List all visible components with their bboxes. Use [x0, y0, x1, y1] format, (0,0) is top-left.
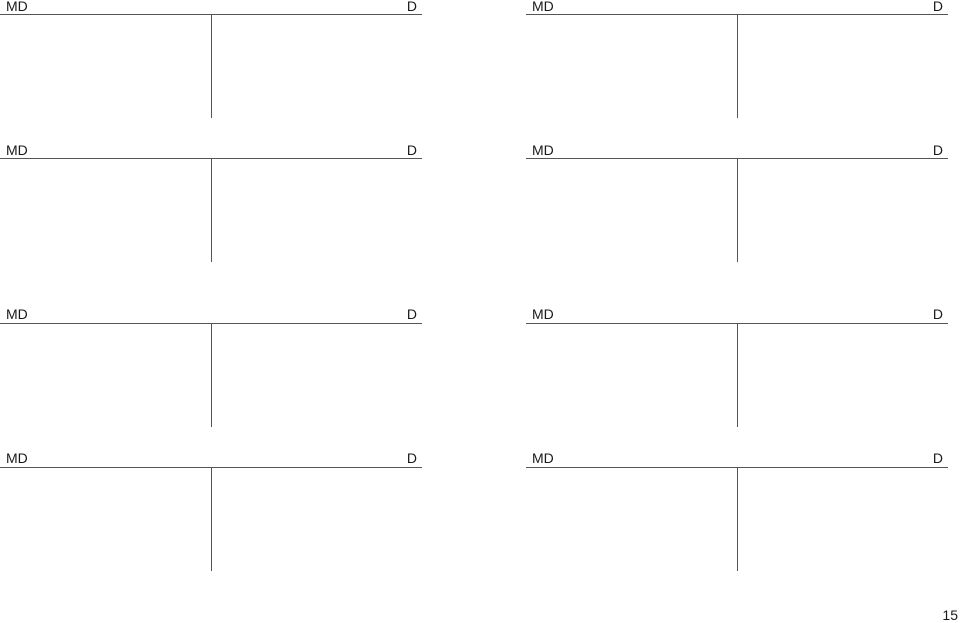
t-account-vertical-line [737, 15, 738, 118]
credit-label: D [406, 142, 417, 158]
page-number: 15 [942, 607, 958, 623]
credit-label: D [406, 306, 417, 322]
debit-label: MD [532, 306, 554, 322]
t-account [0, 143, 422, 263]
t-account-vertical-line [737, 468, 738, 571]
t-account [526, 451, 948, 571]
debit-label: MD [6, 306, 28, 322]
t-account [0, 307, 422, 427]
t-account-vertical-line [211, 159, 212, 262]
t-account [0, 0, 422, 120]
debit-label: MD [6, 142, 28, 158]
credit-label: D [406, 450, 417, 466]
t-account-vertical-line [737, 159, 738, 262]
debit-label: MD [6, 0, 28, 14]
credit-label: D [406, 0, 417, 14]
debit-label: MD [532, 142, 554, 158]
t-account-vertical-line [737, 324, 738, 427]
t-account [0, 451, 422, 571]
t-account-vertical-line [211, 324, 212, 427]
t-account [526, 307, 948, 427]
debit-label: MD [532, 0, 554, 14]
debit-label: MD [6, 450, 28, 466]
credit-label: D [932, 306, 943, 322]
credit-label: D [932, 142, 943, 158]
t-account [526, 143, 948, 263]
credit-label: D [932, 0, 943, 14]
credit-label: D [932, 450, 943, 466]
t-account-vertical-line [211, 15, 212, 118]
t-account-vertical-line [211, 468, 212, 571]
t-account [526, 0, 948, 120]
debit-label: MD [532, 450, 554, 466]
